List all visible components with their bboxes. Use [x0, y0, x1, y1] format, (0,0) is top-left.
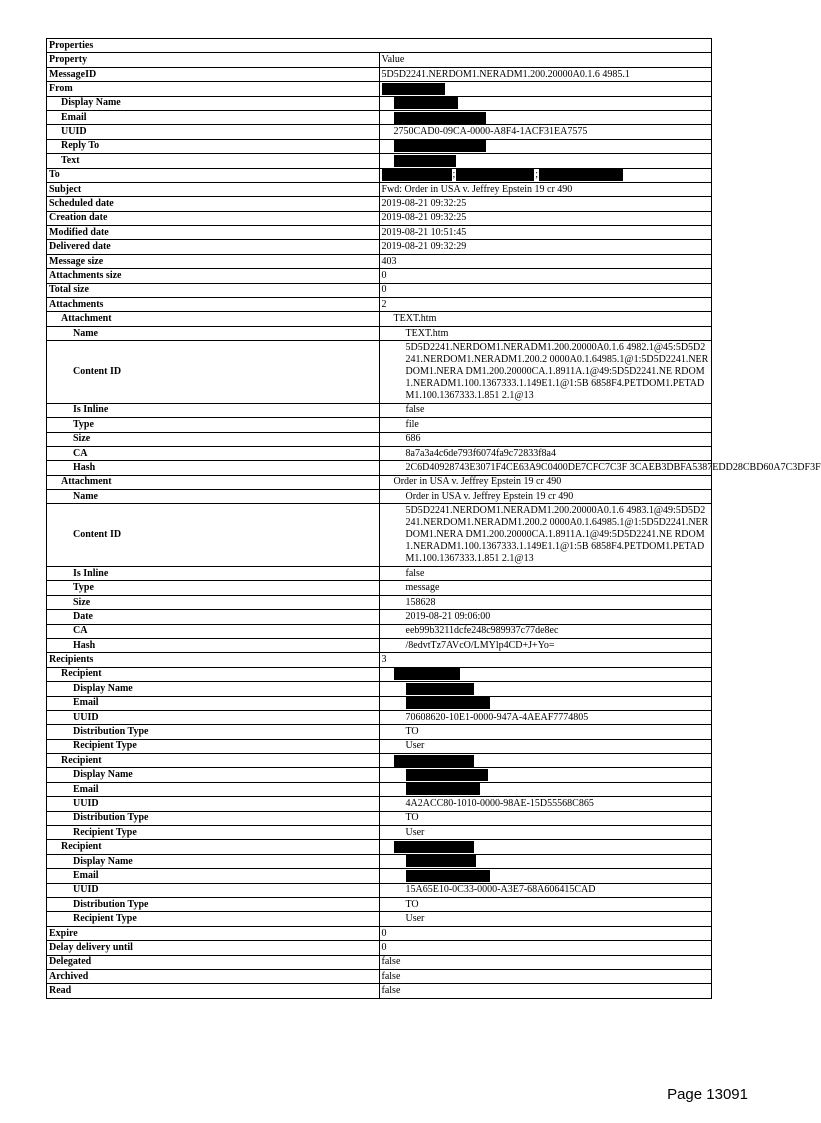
table-row — [47, 826, 712, 840]
property-value-cell: TO — [379, 725, 712, 739]
redaction-block — [406, 870, 490, 882]
property-name-cell: Content ID — [47, 504, 380, 567]
table-row — [47, 504, 712, 567]
property-name-cell: Modified date — [47, 226, 380, 240]
property-name-cell: Attachments size — [47, 269, 380, 283]
table-row — [47, 67, 712, 81]
property-value-cell: 403 — [379, 254, 712, 268]
property-name-cell: UUID — [47, 710, 380, 724]
redaction-block — [406, 683, 474, 695]
property-value-cell — [379, 768, 712, 782]
table-row — [47, 446, 712, 460]
table-row — [47, 283, 712, 297]
property-value-cell — [379, 869, 712, 883]
redaction-block — [394, 140, 486, 152]
redaction-block — [394, 841, 474, 853]
property-value-cell: User — [379, 826, 712, 840]
property-name-cell: Attachments — [47, 298, 380, 312]
table-row — [47, 696, 712, 710]
property-value-cell: false — [379, 955, 712, 969]
property-name-cell: Email — [47, 869, 380, 883]
property-name-cell: Email — [47, 782, 380, 796]
property-value-cell — [379, 667, 712, 681]
table-row — [47, 897, 712, 911]
table-row — [47, 298, 712, 312]
property-value-cell: 8a7a3a4c6de793f6074fa9c72833f8a4 — [379, 446, 712, 460]
property-name-cell: Display Name — [47, 768, 380, 782]
property-name-cell: Content ID — [47, 341, 380, 404]
property-name-cell: Display Name — [47, 854, 380, 868]
table-row — [47, 624, 712, 638]
property-name-cell: Message size — [47, 254, 380, 268]
table-row — [47, 326, 712, 340]
property-name-cell: Type — [47, 418, 380, 432]
property-value-cell: TO — [379, 811, 712, 825]
table-row — [47, 797, 712, 811]
table-row — [47, 110, 712, 124]
table-row — [47, 240, 712, 254]
table-row — [47, 432, 712, 446]
property-name-cell: Distribution Type — [47, 811, 380, 825]
property-value-cell: 686 — [379, 432, 712, 446]
table-row — [47, 490, 712, 504]
property-value-cell: 2C6D40928743E3071F4CE63A9C0400DE7CFC7C3F 3CAEB3DBFA5387EDD28CBD60A7C3DF3F — [379, 461, 712, 475]
property-name-cell: From — [47, 82, 380, 96]
property-name-cell: Hash — [47, 638, 380, 652]
table-row — [47, 341, 712, 404]
table-row — [47, 475, 712, 489]
property-value-cell — [379, 754, 712, 768]
property-name-cell: Text — [47, 154, 380, 168]
property-name-cell: Scheduled date — [47, 197, 380, 211]
property-name-cell: MessageID — [47, 67, 380, 81]
table-row — [47, 710, 712, 724]
table-row — [47, 197, 712, 211]
property-value-cell: /8edvtTz7AVcO/LMYlp4CD+J+Yo= — [379, 638, 712, 652]
property-value-cell — [379, 110, 712, 124]
property-name-cell: Total size — [47, 283, 380, 297]
table-row — [47, 754, 712, 768]
property-value-cell — [379, 168, 712, 182]
property-name-cell: Creation date — [47, 211, 380, 225]
table-row — [47, 312, 712, 326]
property-name-cell: Email — [47, 696, 380, 710]
property-value-cell: 2019-08-21 09:06:00 — [379, 610, 712, 624]
redaction-block — [394, 112, 486, 124]
property-name-cell: Is Inline — [47, 567, 380, 581]
property-name-cell: Date — [47, 610, 380, 624]
redaction-block — [406, 697, 490, 709]
table-row — [47, 418, 712, 432]
property-name-cell: Distribution Type — [47, 897, 380, 911]
property-name-cell: Archived — [47, 969, 380, 983]
property-value-cell: false — [379, 984, 712, 998]
property-name-cell: Name — [47, 326, 380, 340]
property-value-cell — [379, 96, 712, 110]
property-name-cell: Read — [47, 984, 380, 998]
property-value-cell — [379, 854, 712, 868]
property-value-cell: 70608620-10E1-0000-947A-4AEAF7774805 — [379, 710, 712, 724]
table-title: Properties — [47, 39, 712, 53]
table-row — [47, 182, 712, 196]
property-value-cell: User — [379, 739, 712, 753]
table-row — [47, 912, 712, 926]
property-value-cell — [379, 139, 712, 153]
property-value-cell: 2019-08-21 09:32:25 — [379, 211, 712, 225]
redaction-block — [406, 783, 480, 795]
property-value-cell: false — [379, 403, 712, 417]
properties-table — [46, 38, 821, 999]
property-value-cell: TO — [379, 897, 712, 911]
table-row — [47, 154, 712, 168]
property-name-cell: Recipient — [47, 840, 380, 854]
property-name-cell: UUID — [47, 797, 380, 811]
property-value-cell: 5D5D2241.NERDOM1.NERADM1.200.20000A0.1.6 4983.1@49:5D5D2241.NERDOM1.NERADM1.200.2 0000A0.1.64985.1@1:5D5D2241.NERDOM1.NERA DM1.200.20000CA.1.8911A.1@49:5D5D2241.NE RDOM1.NERADM1.100.1367333.1.149E1.1@1:5B 6858F4.PETDOM1.PETADM1.100.1367333.1.851 2.1@13 — [379, 504, 712, 567]
property-value-cell: false — [379, 567, 712, 581]
property-value-cell: 158628 — [379, 595, 712, 609]
property-name-cell: Type — [47, 581, 380, 595]
redaction-block — [394, 755, 474, 767]
property-value-cell: Order in USA v. Jeffrey Epstein 19 cr 490 — [379, 475, 712, 489]
property-name-cell: Attachment — [47, 475, 380, 489]
property-name-cell: UUID — [47, 125, 380, 139]
property-name-cell: CA — [47, 446, 380, 460]
property-name-cell: Recipient — [47, 754, 380, 768]
table-row — [47, 581, 712, 595]
property-value-cell: 5D5D2241.NERDOM1.NERADM1.200.20000A0.1.6 4985.1 — [379, 67, 712, 81]
property-name-cell: Recipient Type — [47, 826, 380, 840]
property-name-cell: Email — [47, 110, 380, 124]
property-value-cell: 2 — [379, 298, 712, 312]
table-row — [47, 125, 712, 139]
redaction-block — [406, 769, 488, 781]
table-row — [47, 610, 712, 624]
property-value-cell: 4A2ACC80-1010-0000-98AE-15D55568C865 — [379, 797, 712, 811]
redaction-block — [539, 169, 623, 181]
property-value-cell — [379, 82, 712, 96]
property-value-cell: 5D5D2241.NERDOM1.NERADM1.200.20000A0.1.6 4982.1@45:5D5D2241.NERDOM1.NERADM1.200.2 0000A0.1.64985.1@1:5D5D2241.NERDOM1.NERA DM1.200.20000CA.1.8911A.1@49:5D5D2241.NE RDOM1.NERADM1.100.1367333.1.149E1.1@1:5B 6858F4.PETDOM1.PETADM1.100.1367333.1.851 2.1@13 — [379, 341, 712, 404]
property-name-cell: Expire — [47, 926, 380, 940]
table-row — [47, 567, 712, 581]
table-row — [47, 139, 712, 153]
table-row — [47, 840, 712, 854]
table-row — [47, 226, 712, 240]
property-name-cell: Delegated — [47, 955, 380, 969]
property-value-cell: false — [379, 969, 712, 983]
table-row — [47, 739, 712, 753]
property-value-cell — [379, 840, 712, 854]
property-name-cell: Delivered date — [47, 240, 380, 254]
redaction-block — [382, 83, 445, 95]
property-value-cell: 3 — [379, 653, 712, 667]
table-row — [47, 969, 712, 983]
table-row — [47, 96, 712, 110]
table-row — [47, 782, 712, 796]
property-value-cell — [379, 696, 712, 710]
table-header-row — [47, 53, 712, 67]
property-name-cell: Reply To — [47, 139, 380, 153]
property-name-cell: Recipient Type — [47, 912, 380, 926]
table-title-row — [47, 39, 712, 53]
property-name-cell: Distribution Type — [47, 725, 380, 739]
table-row — [47, 667, 712, 681]
table-row — [47, 211, 712, 225]
page-number: Page 13091 — [667, 1086, 748, 1103]
redaction-block — [456, 169, 534, 181]
property-value-cell: 2019-08-21 09:32:29 — [379, 240, 712, 254]
property-name-cell: CA — [47, 624, 380, 638]
redaction-block — [394, 155, 456, 167]
table-row — [47, 682, 712, 696]
table-row — [47, 595, 712, 609]
table-row — [47, 854, 712, 868]
table-row — [47, 955, 712, 969]
property-name-cell: Size — [47, 595, 380, 609]
value-column-header: Value — [379, 53, 712, 67]
redaction-block — [382, 169, 452, 181]
property-value-cell: 0 — [379, 269, 712, 283]
property-value-cell: TEXT.htm — [379, 326, 712, 340]
property-name-cell: Recipient — [47, 667, 380, 681]
separator: ; — [452, 169, 456, 181]
property-value-cell: file — [379, 418, 712, 432]
property-value-cell: 0 — [379, 926, 712, 940]
property-value-cell — [379, 154, 712, 168]
table-row — [47, 725, 712, 739]
property-name-cell: Hash — [47, 461, 380, 475]
table-row — [47, 926, 712, 940]
property-value-cell: message — [379, 581, 712, 595]
property-name-cell: Size — [47, 432, 380, 446]
property-value-cell: User — [379, 912, 712, 926]
table-row — [47, 269, 712, 283]
table-row — [47, 403, 712, 417]
table-row — [47, 82, 712, 96]
property-value-cell: 15A65E10-0C33-0000-A3E7-68A606415CAD — [379, 883, 712, 897]
redaction-block — [394, 97, 458, 109]
property-name-cell: Display Name — [47, 96, 380, 110]
table-row — [47, 254, 712, 268]
property-value-cell: TEXT.htm — [379, 312, 712, 326]
property-name-cell: Delay delivery until — [47, 941, 380, 955]
table-row — [47, 653, 712, 667]
property-name-cell: Name — [47, 490, 380, 504]
property-column-header: Property — [47, 53, 380, 67]
property-value-cell: 2019-08-21 09:32:25 — [379, 197, 712, 211]
table-row — [47, 811, 712, 825]
property-name-cell: Is Inline — [47, 403, 380, 417]
property-name-cell: Subject — [47, 182, 380, 196]
property-value-cell: Fwd: Order in USA v. Jeffrey Epstein 19 cr 490 — [379, 182, 712, 196]
property-value-cell — [379, 682, 712, 696]
property-name-cell: UUID — [47, 883, 380, 897]
property-value-cell: 0 — [379, 283, 712, 297]
property-value-cell: 0 — [379, 941, 712, 955]
table-row — [47, 638, 712, 652]
table-row — [47, 168, 712, 182]
property-name-cell: Recipients — [47, 653, 380, 667]
redaction-block — [406, 855, 476, 867]
property-value-cell: 2019-08-21 10:51:45 — [379, 226, 712, 240]
property-name-cell: Recipient Type — [47, 739, 380, 753]
table-row — [47, 941, 712, 955]
property-name-cell: Attachment — [47, 312, 380, 326]
separator: ; — [535, 169, 539, 181]
property-value-cell: Order in USA v. Jeffrey Epstein 19 cr 490 — [379, 490, 712, 504]
property-value-cell: 2750CAD0-09CA-0000-A8F4-1ACF31EA7575 — [379, 125, 712, 139]
property-name-cell: To — [47, 168, 380, 182]
table-row — [47, 461, 712, 475]
table-row — [47, 984, 712, 998]
property-name-cell: Display Name — [47, 682, 380, 696]
table-row — [47, 768, 712, 782]
property-value-cell — [379, 782, 712, 796]
table-row — [47, 869, 712, 883]
property-value-cell: eeb99b3211dcfe248c989937c77de8ec — [379, 624, 712, 638]
table-row — [47, 883, 712, 897]
redaction-block — [394, 668, 460, 680]
